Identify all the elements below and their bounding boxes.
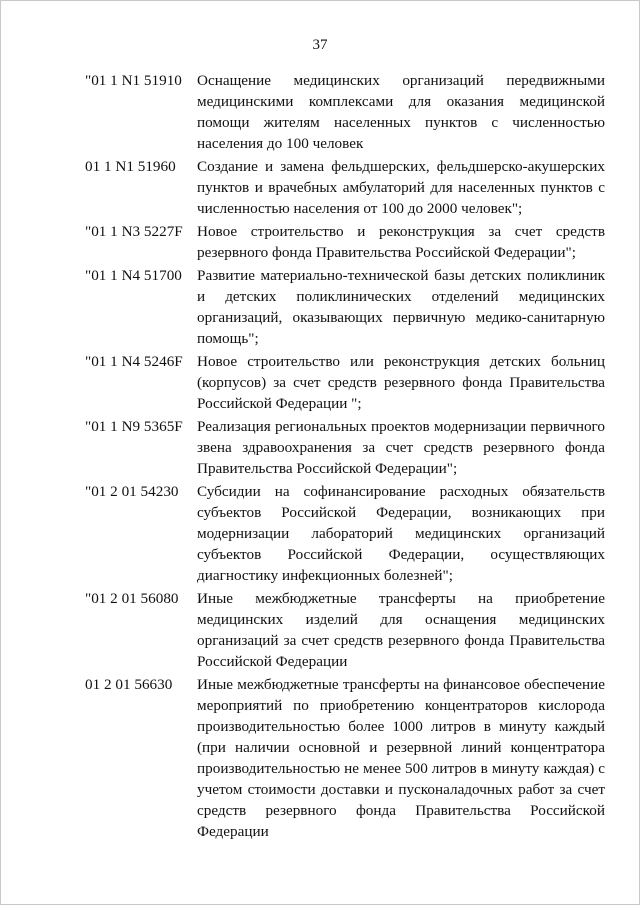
budget-description: Создание и замена фельдшерских, фельдшерско-акушерских пунктов и врачебных амбулаторий для населенных пунктов с численностью населения от 100 до 2000 человек"; [197,158,605,217]
list-item [85,70,605,154]
budget-code: "01 2 01 54230 [85,483,179,500]
budget-description: Новое строительство или реконструкция детских больниц (корпусов) за счет средств резервного фонда Правительства Российской Федерации "; [197,353,605,412]
budget-description: Реализация региональных проектов модернизации первичного звена здравоохранения за счет средств резервного фонда Правительства Российской Федерации"; [197,418,605,477]
list-item [85,588,605,672]
list-item [85,156,605,219]
budget-description: Иные межбюджетные трансферты на финансовое обеспечение мероприятий по приобретению концентраторов кислорода производительностью более 1000 литров в минуту каждый (при наличии основной и резервной линий концентратора производительностью не менее 500 литров в минуту каждая) с учетом стоимости доставки и пусконаладочных работ за счет средств резервного фонда Правительства Российской Федерации [197,676,605,840]
list-item [85,481,605,586]
list-item [85,416,605,479]
list-item [85,265,605,349]
list-item [85,674,605,842]
budget-code: "01 1 N4 5246F [85,353,183,370]
list-item [85,221,605,263]
budget-code-list [85,70,605,844]
budget-description: Оснащение медицинских организаций передвижными медицинскими комплексами для оказания медицинской помощи жителям населенных пунктов с численностью населения до 100 человек [197,72,605,152]
budget-code: 01 2 01 56630 [85,676,173,693]
budget-code: "01 1 N4 51700 [85,267,182,284]
budget-code: "01 1 N1 51910 [85,72,182,89]
list-item [85,351,605,414]
budget-code: "01 1 N3 5227F [85,223,183,240]
budget-description: Новое строительство и реконструкция за счет средств резервного фонда Правительства Российской Федерации"; [197,223,605,261]
page-number: 37 [312,37,328,53]
budget-code: "01 1 N9 5365F [85,418,183,435]
budget-code: 01 1 N1 51960 [85,158,176,175]
budget-description: Развитие материально-технической базы детских поликлиник и детских поликлинических отделений медицинских организаций, оказывающих первичную медико-санитарную помощь"; [197,267,605,347]
budget-description: Субсидии на софинансирование расходных обязательств субъектов Российской Федерации, возникающих при модернизации лабораторий медицинских организаций субъектов Российской Федерации, осуществляющих диагностику инфекционных болезней"; [197,483,605,584]
budget-code: "01 2 01 56080 [85,590,179,607]
budget-description: Иные межбюджетные трансферты на приобретение медицинских изделий для оснащения медицинских организаций за счет средств резервного фонда Правительства Российской Федерации [197,590,605,670]
